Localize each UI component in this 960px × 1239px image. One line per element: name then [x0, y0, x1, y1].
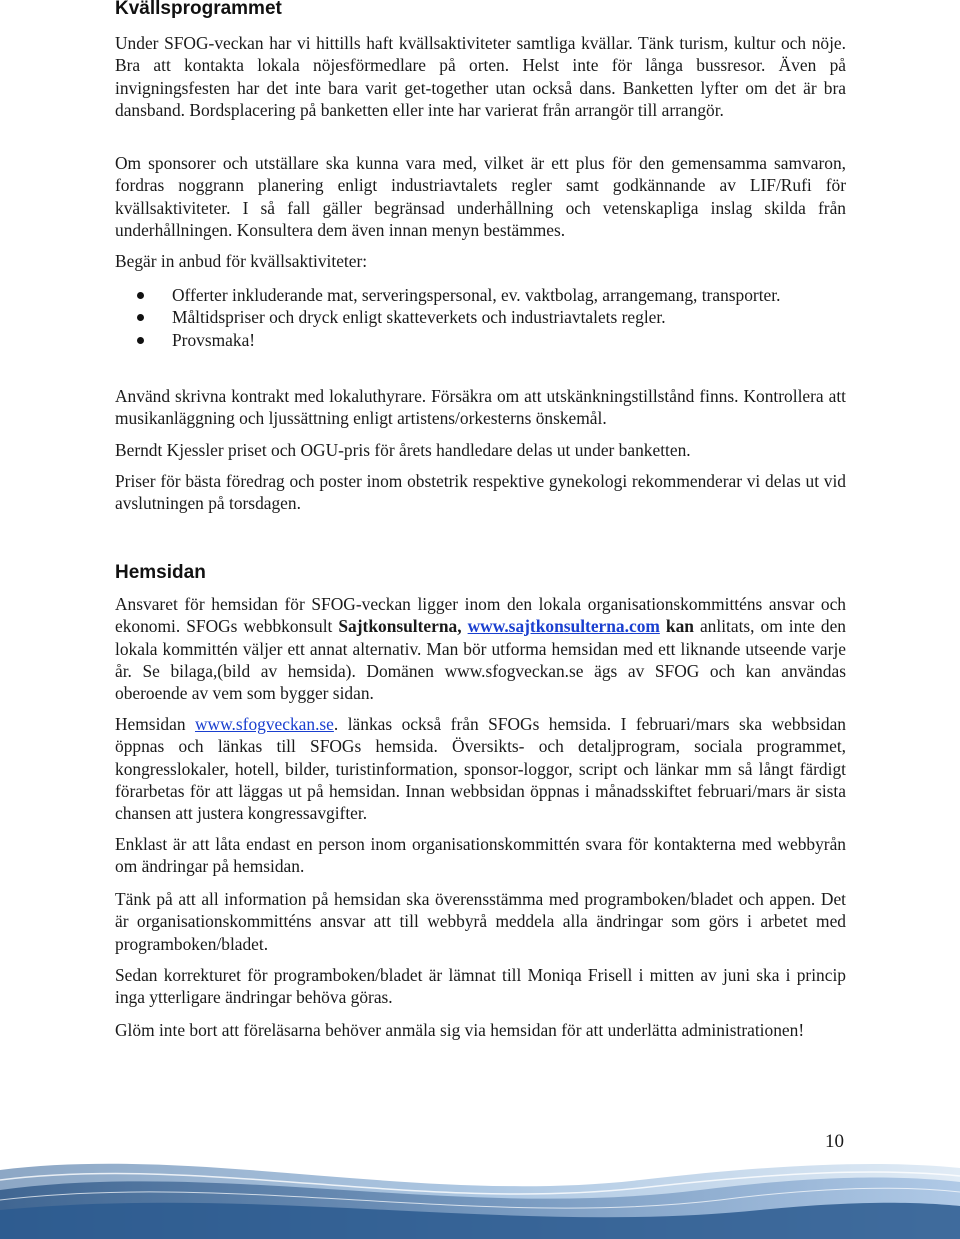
bullet-icon	[137, 337, 144, 344]
section-title-kvallsprogrammet: Kvällsprogrammet	[115, 0, 282, 19]
paragraph: Sedan korrekturet för programboken/bladet är lämnat till Moniqa Frisell i mitten av juni ska i princip inga ytterligare ändringar behöva göras.	[115, 965, 846, 1008]
sfogveckan-link[interactable]: www.sfogveckan.se	[194, 714, 334, 734]
paragraph: Glöm inte bort att föreläsarna behöver anmäla sig via hemsidan för att underlätta administrationen!	[115, 1020, 805, 1040]
paragraph: Under SFOG-veckan har vi hittills haft kvällsaktiviteter samtliga kvällar. Tänk turism, kultur och nöje. Bra att kontakta lokala nöjesförmedlare på orten. Helst inte för långa bussresor. Även på invigningsfesten har det inte bara varit get-together utan också dans. Banketten lyfter om det är bra dansband. Bordsplacering på banketten eller inte har varierat från arrangör till arrangör.	[115, 33, 846, 120]
paragraph: Enklast är att låta endast en person inom organisationskommittén svara för kontakterna med webbyrån om ändringar på hemsidan.	[115, 834, 846, 877]
paragraph: Begär in anbud för kvällsaktiviteter:	[115, 251, 368, 271]
paragraph: Om sponsorer och utställare ska kunna vara med, vilket är ett plus för den gemensamma samvaron, fordras noggrann planering enligt industriavtalets regler samt godkännande av LIF/Rufi för kvällsaktiviteter. I så fall gäller begränsad underhållning och vetenskapliga inslag skilda från underhållningen. Konsultera dem även innan menyn bestämmes.	[115, 153, 846, 240]
sajtkonsulterna-link[interactable]: www.sajtkonsulterna.com	[467, 616, 660, 637]
list-item: Provsmaka!	[137, 329, 846, 351]
paragraph: Använd skrivna kontrakt med lokaluthyrare. Försäkra om att utskänkningstillstånd finns. Kontrollera att musikanläggning och ljussättning enligt artistens/orkesterns önskemål.	[115, 386, 846, 429]
section-title-hemsidan: Hemsidan	[115, 562, 206, 583]
bullet-icon	[137, 292, 144, 299]
paragraph: Hemsidan www.sfogveckan.se. länkas också från SFOGs hemsida. I februari/mars ska webbsidan öppnas och länkas till SFOGs hemsida. Översikts- och detaljprogram, sociala programmet, kongresslokaler, hotell, bilder, turistinformation, sponsor-loggor, script och länkar mm så långt färdigt förarbetas för att läggas ut på hemsidan. Innan webbsidan öppnas i månadsskiftet februari/mars är sista chansen att justera kongressavgifter.	[115, 714, 846, 824]
paragraph: Tänk på att all information på hemsidan ska överensstämma med programboken/bladet och appen. Det är organisationskommitténs ansvar att till webbyrå meddela alla ändringar som görs i arbetet med programboken/bladet.	[115, 889, 846, 954]
paragraph: Ansvaret för hemsidan för SFOG-veckan ligger inom den lokala organisationskommitténs ansvar och ekonomi. SFOGs webbkonsult Sajtkonsulterna, www.sajtkonsulterna.com kan anlitats, om inte den lokala kommittén väljer ett annat alternativ. Man bör utforma hemsidan med ett liknande utseende varje år. Se bilaga,(bild av hemsida). Domänen www.sfogveckan.se ägs av SFOG och kan användas oberoende av vem som bygger sidan.	[115, 594, 846, 704]
paragraph: Priser för bästa föredrag och poster inom obstetrik respektive gynekologi rekommenderar vi delas ut vid avslutningen på torsdagen.	[115, 471, 846, 514]
list-item: Offerter inkluderande mat, serveringspersonal, ev. vaktbolag, arrangemang, transporter.	[137, 284, 846, 306]
bullet-icon	[137, 314, 144, 321]
footer-wave-decoration	[0, 1150, 960, 1239]
list-item: Måltidspriser och dryck enligt skatteverkets och industriavtalets regler.	[137, 306, 846, 328]
page-number: 10	[825, 1131, 844, 1152]
bullet-list	[137, 284, 846, 351]
paragraph: Berndt Kjessler priset och OGU-pris för årets handledare delas ut under banketten.	[115, 440, 691, 460]
